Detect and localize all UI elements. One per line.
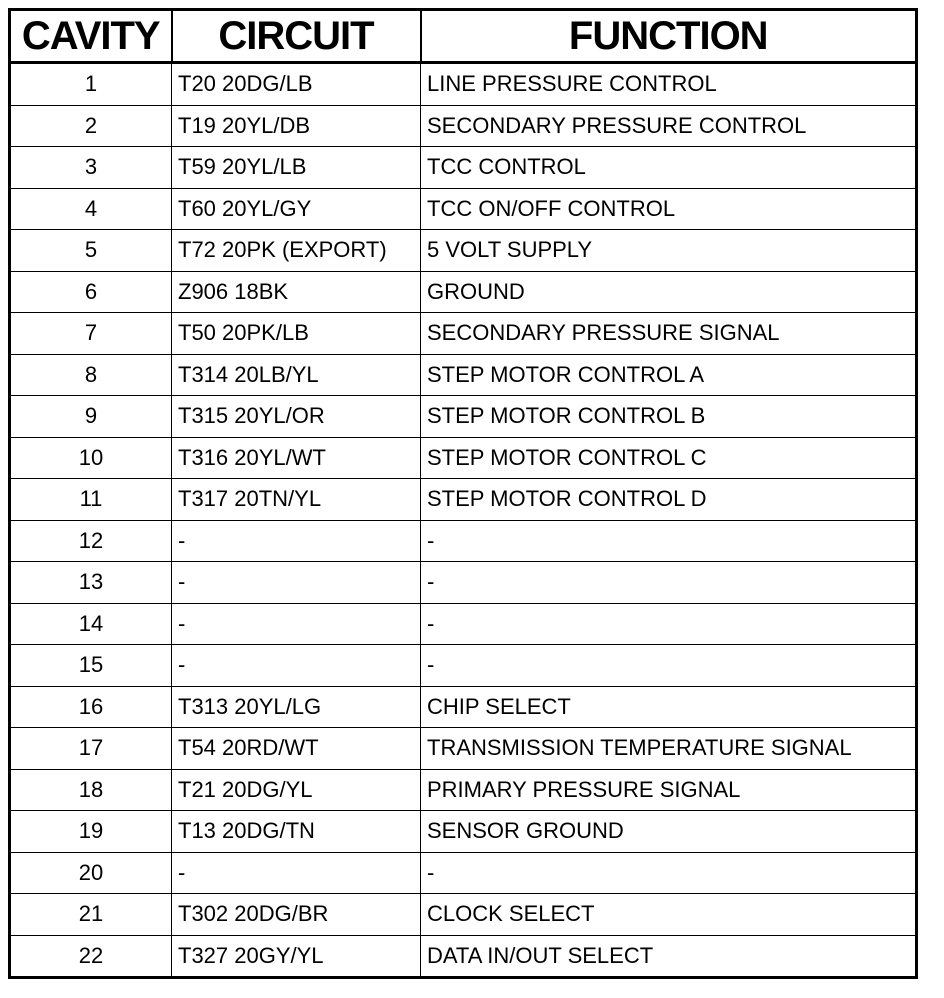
function-cell: SECONDARY PRESSURE CONTROL (421, 105, 917, 147)
table-row (10, 769, 917, 811)
table-row (10, 147, 917, 189)
function-cell: STEP MOTOR CONTROL B (421, 396, 917, 438)
table-row (10, 852, 917, 894)
circuit-cell: - (172, 852, 421, 894)
function-cell: DATA IN/OUT SELECT (421, 935, 917, 978)
circuit-cell: T13 20DG/TN (172, 811, 421, 853)
table-row (10, 188, 917, 230)
table-row (10, 520, 917, 562)
cavity-cell: 17 (10, 728, 172, 770)
table-row (10, 105, 917, 147)
cavity-cell: 2 (10, 105, 172, 147)
cavity-cell: 4 (10, 188, 172, 230)
cavity-cell: 12 (10, 520, 172, 562)
cavity-cell: 19 (10, 811, 172, 853)
cavity-cell: 14 (10, 603, 172, 645)
circuit-cell: T313 20YL/LG (172, 686, 421, 728)
circuit-cell: T302 20DG/BR (172, 894, 421, 936)
table-row (10, 230, 917, 272)
circuit-cell: T19 20YL/DB (172, 105, 421, 147)
function-cell: TRANSMISSION TEMPERATURE SIGNAL (421, 728, 917, 770)
circuit-cell: T317 20TN/YL (172, 479, 421, 521)
function-cell: 5 VOLT SUPPLY (421, 230, 917, 272)
table-row (10, 894, 917, 936)
circuit-cell: - (172, 603, 421, 645)
table-row (10, 479, 917, 521)
cavity-cell: 6 (10, 271, 172, 313)
function-cell: PRIMARY PRESSURE SIGNAL (421, 769, 917, 811)
function-cell: GROUND (421, 271, 917, 313)
function-cell: LINE PRESSURE CONTROL (421, 63, 917, 106)
header-row (10, 10, 917, 63)
table-row (10, 686, 917, 728)
circuit-cell: Z906 18BK (172, 271, 421, 313)
function-cell: SENSOR GROUND (421, 811, 917, 853)
cavity-cell: 16 (10, 686, 172, 728)
cavity-cell: 21 (10, 894, 172, 936)
table-row (10, 437, 917, 479)
circuit-cell: T314 20LB/YL (172, 354, 421, 396)
cavity-cell: 13 (10, 562, 172, 604)
function-cell: - (421, 645, 917, 687)
table-row (10, 271, 917, 313)
function-cell: - (421, 562, 917, 604)
cavity-cell: 9 (10, 396, 172, 438)
circuit-cell: T315 20YL/OR (172, 396, 421, 438)
cavity-cell: 8 (10, 354, 172, 396)
circuit-cell: T50 20PK/LB (172, 313, 421, 355)
header-cavity: CAVITY (10, 10, 172, 63)
circuit-cell: T59 20YL/LB (172, 147, 421, 189)
circuit-cell: - (172, 562, 421, 604)
cavity-cell: 10 (10, 437, 172, 479)
table-row (10, 728, 917, 770)
cavity-cell: 18 (10, 769, 172, 811)
circuit-cell: T21 20DG/YL (172, 769, 421, 811)
function-cell: CLOCK SELECT (421, 894, 917, 936)
table-row (10, 811, 917, 853)
cavity-cell: 22 (10, 935, 172, 978)
circuit-cell: T327 20GY/YL (172, 935, 421, 978)
table-row (10, 63, 917, 106)
circuit-cell: - (172, 645, 421, 687)
function-cell: STEP MOTOR CONTROL D (421, 479, 917, 521)
circuit-cell: T60 20YL/GY (172, 188, 421, 230)
function-cell: STEP MOTOR CONTROL A (421, 354, 917, 396)
function-cell: - (421, 852, 917, 894)
table-row (10, 396, 917, 438)
table-row (10, 354, 917, 396)
header-circuit: CIRCUIT (172, 10, 421, 63)
function-cell: STEP MOTOR CONTROL C (421, 437, 917, 479)
table-row (10, 935, 917, 978)
cavity-cell: 7 (10, 313, 172, 355)
cavity-cell: 20 (10, 852, 172, 894)
connector-pinout-table (8, 8, 918, 979)
function-cell: SECONDARY PRESSURE SIGNAL (421, 313, 917, 355)
cavity-cell: 11 (10, 479, 172, 521)
circuit-cell: T54 20RD/WT (172, 728, 421, 770)
function-cell: - (421, 603, 917, 645)
header-function: FUNCTION (421, 10, 917, 63)
cavity-cell: 15 (10, 645, 172, 687)
circuit-cell: T72 20PK (EXPORT) (172, 230, 421, 272)
function-cell: TCC CONTROL (421, 147, 917, 189)
function-cell: - (421, 520, 917, 562)
circuit-cell: T20 20DG/LB (172, 63, 421, 106)
table-row (10, 603, 917, 645)
cavity-cell: 3 (10, 147, 172, 189)
cavity-cell: 1 (10, 63, 172, 106)
table-row (10, 313, 917, 355)
function-cell: CHIP SELECT (421, 686, 917, 728)
circuit-cell: T316 20YL/WT (172, 437, 421, 479)
table-row (10, 645, 917, 687)
function-cell: TCC ON/OFF CONTROL (421, 188, 917, 230)
table-body (10, 63, 917, 978)
table-row (10, 562, 917, 604)
cavity-cell: 5 (10, 230, 172, 272)
circuit-cell: - (172, 520, 421, 562)
